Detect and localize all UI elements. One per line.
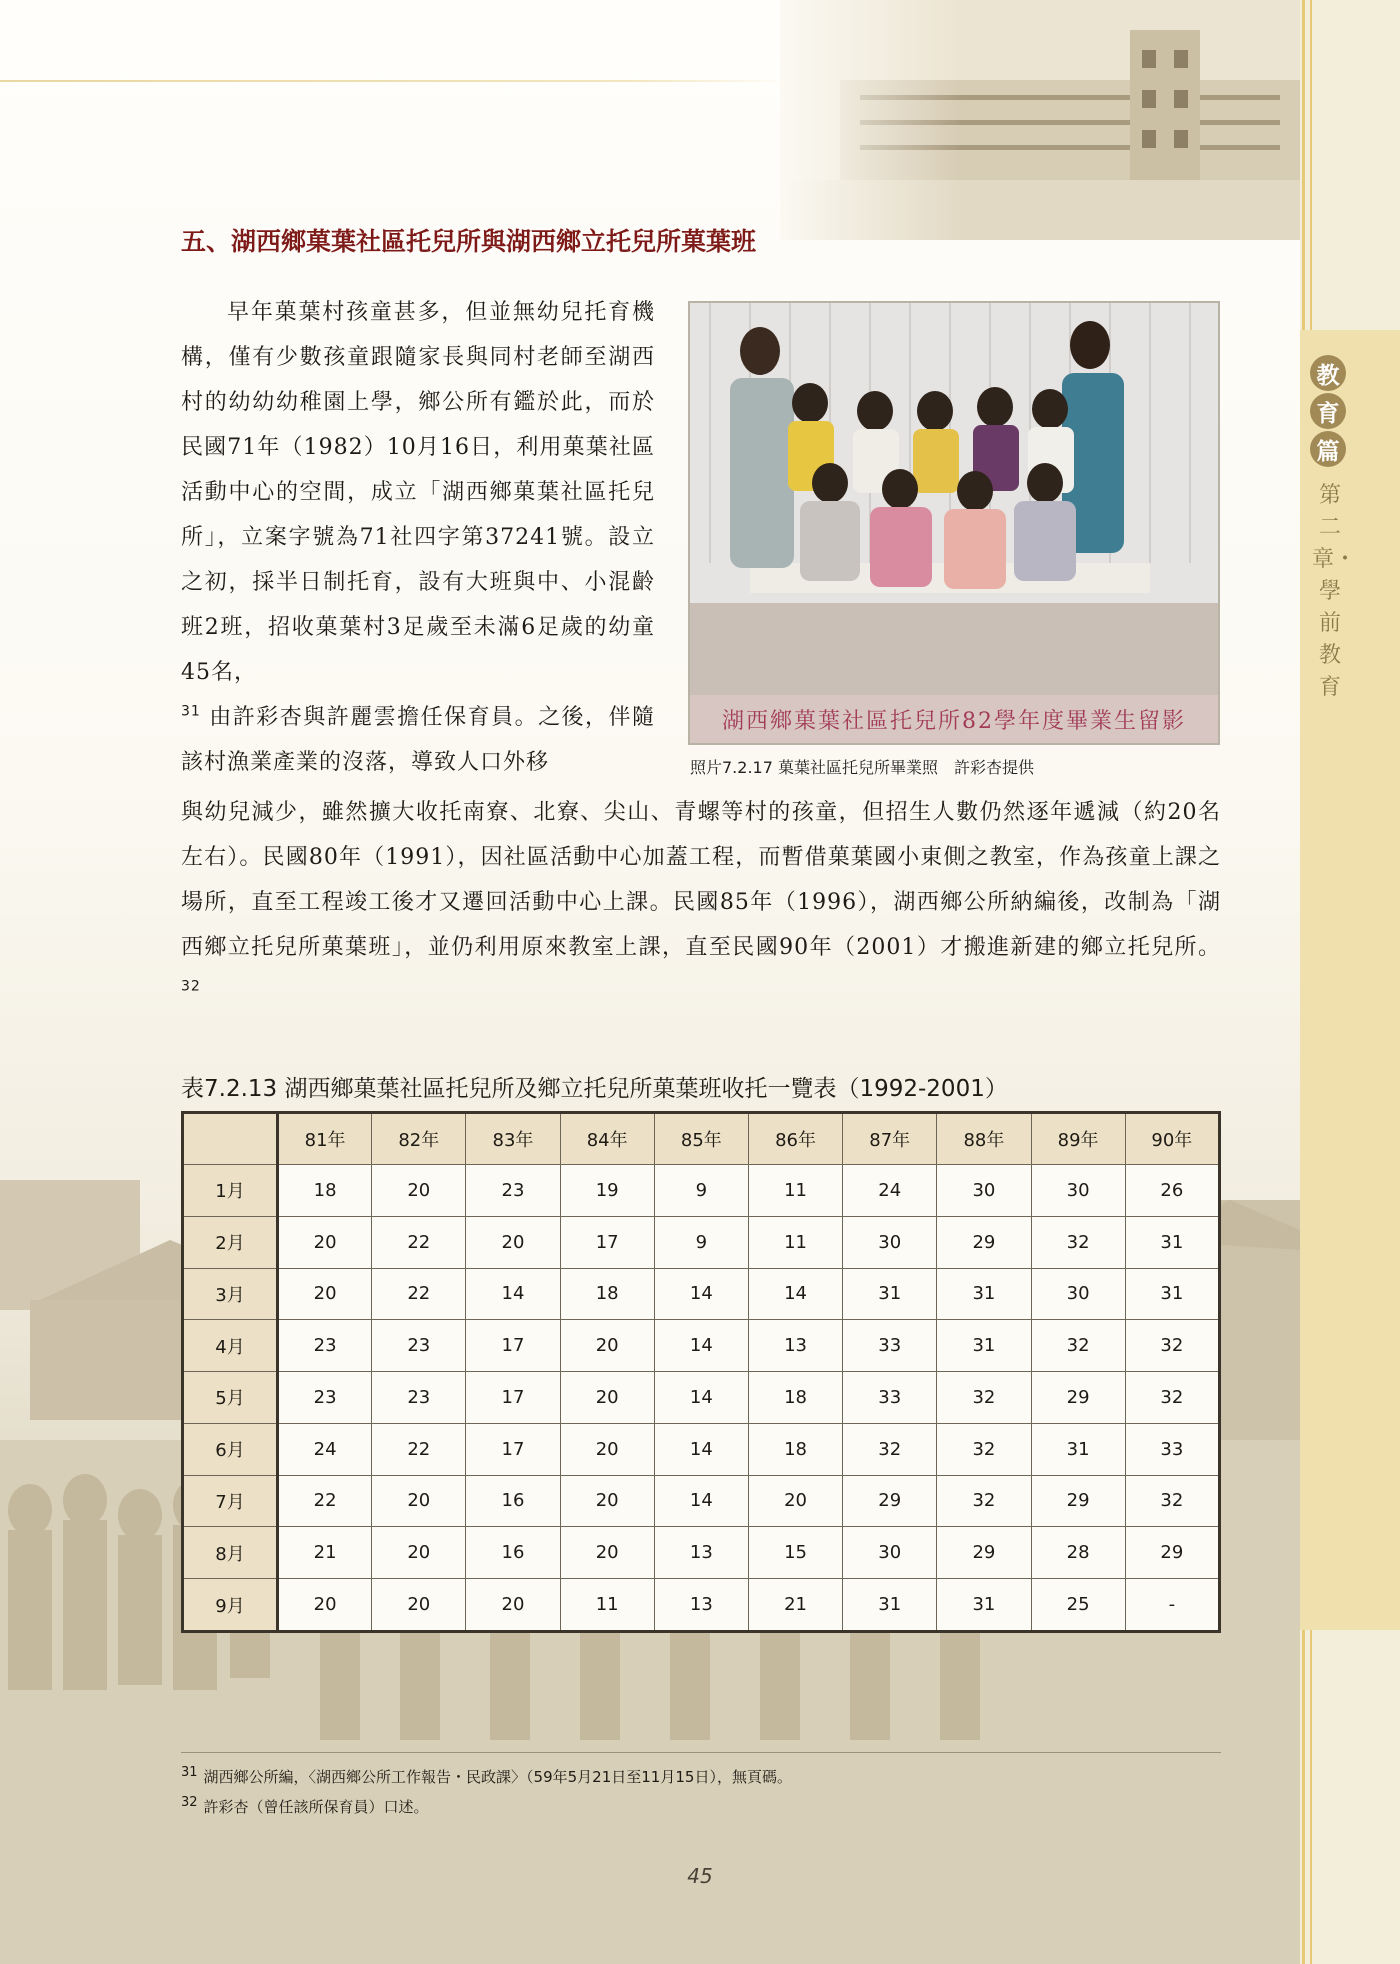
table-cell: 32 (937, 1475, 1031, 1527)
table-cell: 17 (466, 1423, 560, 1475)
table-cell: 18 (560, 1268, 654, 1320)
table-cell: 20 (560, 1320, 654, 1372)
table-row (183, 1268, 1220, 1320)
table-cell: 29 (1031, 1372, 1125, 1424)
section-title: 五、湖西鄉菓葉社區托兒所與湖西鄉立托兒所菓葉班 (181, 227, 757, 256)
table-cell: 18 (748, 1372, 842, 1424)
body-text-2: 由許彩杏與許麗雲擔任保育員。之後，伴隨該村漁業產業的沒落，導致人口外移 (181, 705, 655, 775)
table-cell: 20 (372, 1579, 466, 1632)
table-cell: 11 (748, 1165, 842, 1217)
table-cell: 32 (1031, 1216, 1125, 1268)
table-cell: 30 (1031, 1268, 1125, 1320)
column-header: 84年 (560, 1113, 654, 1165)
table-cell: - (1125, 1579, 1219, 1632)
table-cell: 9 (654, 1165, 748, 1217)
table-cell: 20 (372, 1165, 466, 1217)
header-rule (0, 80, 790, 82)
part-char-1: 教 (1310, 355, 1346, 391)
footnote-number: 31 (181, 1765, 198, 1780)
chapter-title: 第二章・學前教育 (1312, 483, 1357, 700)
header-school-building-photo (780, 0, 1300, 240)
graduation-photo (688, 301, 1220, 745)
table-cell: 24 (843, 1165, 937, 1217)
table-cell: 14 (654, 1423, 748, 1475)
table-cell: 31 (1125, 1216, 1219, 1268)
table-cell: 14 (654, 1320, 748, 1372)
footnote-text: 許彩杏（曾任該所保育員）口述。 (203, 1798, 429, 1816)
table-cell: 31 (1125, 1268, 1219, 1320)
part-title (1310, 355, 1350, 469)
row-header: 3月 (183, 1268, 278, 1320)
column-header: 89年 (1031, 1113, 1125, 1165)
table-cell: 28 (1031, 1527, 1125, 1579)
photo-caption: 照片7.2.17 菓葉社區托兒所畢業照 許彩杏提供 (690, 758, 1034, 777)
table-cell: 17 (560, 1216, 654, 1268)
table-cell: 13 (654, 1579, 748, 1632)
table-cell: 14 (654, 1372, 748, 1424)
part-char-3: 篇 (1310, 431, 1346, 467)
table-cell: 13 (748, 1320, 842, 1372)
table-row (183, 1423, 1220, 1475)
table-cell: 31 (937, 1320, 1031, 1372)
table-cell: 20 (372, 1527, 466, 1579)
footnote-31 (181, 1762, 1221, 1792)
footnote-divider (181, 1752, 1221, 1753)
table-cell: 23 (278, 1372, 372, 1424)
column-header: 90年 (1125, 1113, 1219, 1165)
table-cell: 14 (654, 1268, 748, 1320)
table-cell: 20 (466, 1579, 560, 1632)
table-row (183, 1320, 1220, 1372)
table-cell: 32 (1125, 1320, 1219, 1372)
table-cell: 24 (278, 1423, 372, 1475)
graduation-photo-image (690, 303, 1218, 695)
table-cell: 32 (937, 1372, 1031, 1424)
photo-inset-caption: 湖西鄉菓葉社區托兒所82學年度畢業生留影 (690, 695, 1218, 743)
table-cell: 22 (372, 1423, 466, 1475)
column-header: 88年 (937, 1113, 1031, 1165)
row-header: 4月 (183, 1320, 278, 1372)
table-body (183, 1165, 1220, 1632)
row-header: 2月 (183, 1216, 278, 1268)
row-header: 5月 (183, 1372, 278, 1424)
table-cell: 33 (1125, 1423, 1219, 1475)
table-cell: 32 (1031, 1320, 1125, 1372)
table-cell: 31 (1031, 1423, 1125, 1475)
table-cell: 9 (654, 1216, 748, 1268)
table-cell: 20 (560, 1423, 654, 1475)
column-header: 82年 (372, 1113, 466, 1165)
table-cell: 20 (560, 1372, 654, 1424)
page-number: 45 (687, 1864, 713, 1888)
table-cell: 33 (843, 1372, 937, 1424)
column-header: 87年 (843, 1113, 937, 1165)
table-cell: 26 (1125, 1165, 1219, 1217)
table-cell: 29 (1125, 1527, 1219, 1579)
part-char-2: 育 (1310, 393, 1346, 429)
body-text-1: 早年菓葉村孩童甚多，但並無幼兒托育機構，僅有少數孩童跟隨家長與同村老師至湖西村的幼幼幼稚園上學，鄉公所有鑑於此，而於民國71年（1982）10月16日，利用菓葉社區活動中心的空間，成立「湖西鄉菓葉社區托兒所」，立案字號為71社四字第37241號。設立之初，採半日制托育，設有大班與中、小混齡班2班，招收菓葉村3足歲至未滿6足歲的幼童45名， (181, 300, 655, 685)
table-cell: 32 (1125, 1372, 1219, 1424)
table-cell: 23 (372, 1372, 466, 1424)
column-header: 83年 (466, 1113, 560, 1165)
table-cell: 18 (748, 1423, 842, 1475)
table-cell: 21 (748, 1579, 842, 1632)
table-cell: 30 (1031, 1165, 1125, 1217)
footnotes (181, 1762, 1221, 1822)
row-header: 8月 (183, 1527, 278, 1579)
footnote-ref-31: 31 (181, 703, 201, 720)
table-cell: 32 (937, 1423, 1031, 1475)
table-cell: 22 (372, 1268, 466, 1320)
row-header: 7月 (183, 1475, 278, 1527)
row-header: 6月 (183, 1423, 278, 1475)
column-header: 85年 (654, 1113, 748, 1165)
body-paragraph-bottom (181, 790, 1221, 1015)
row-header: 9月 (183, 1579, 278, 1632)
column-header: 81年 (278, 1113, 372, 1165)
body-paragraph-top (181, 290, 655, 785)
table-cell: 22 (278, 1475, 372, 1527)
table-cell: 21 (278, 1527, 372, 1579)
table-cell: 16 (466, 1475, 560, 1527)
table-cell: 32 (843, 1423, 937, 1475)
table-cell: 15 (748, 1527, 842, 1579)
table-cell: 13 (654, 1527, 748, 1579)
table-cell: 23 (372, 1320, 466, 1372)
table-cell: 30 (843, 1527, 937, 1579)
table-cell: 17 (466, 1372, 560, 1424)
table-title: 表7.2.13 湖西鄉菓葉社區托兒所及鄉立托兒所菓葉班收托一覽表（1992-2001） (181, 1076, 1008, 1102)
table-cell: 20 (560, 1527, 654, 1579)
table-cell: 14 (654, 1475, 748, 1527)
table-cell: 23 (466, 1165, 560, 1217)
table-cell: 25 (1031, 1579, 1125, 1632)
table-cell: 31 (937, 1579, 1031, 1632)
footnote-32 (181, 1792, 1221, 1822)
table-cell: 30 (937, 1165, 1031, 1217)
table-corner-cell (183, 1113, 278, 1165)
table-cell: 11 (560, 1579, 654, 1632)
table-cell: 11 (748, 1216, 842, 1268)
footnote-text: 湖西鄉公所編，〈湖西鄉公所工作報告・民政課〉（59年5月21日至11月15日），無頁碼。 (203, 1768, 792, 1786)
table-row (183, 1579, 1220, 1632)
table-cell: 14 (466, 1268, 560, 1320)
table-cell: 22 (372, 1216, 466, 1268)
table-cell: 19 (560, 1165, 654, 1217)
table-cell: 20 (748, 1475, 842, 1527)
table-cell: 29 (843, 1475, 937, 1527)
table-cell: 31 (843, 1579, 937, 1632)
table-cell: 29 (937, 1527, 1031, 1579)
table-cell: 14 (748, 1268, 842, 1320)
footnote-ref-32: 32 (181, 978, 201, 995)
row-header: 1月 (183, 1165, 278, 1217)
table-cell: 17 (466, 1320, 560, 1372)
table-cell: 31 (937, 1268, 1031, 1320)
table-cell: 30 (843, 1216, 937, 1268)
table-cell: 20 (560, 1475, 654, 1527)
table-cell: 20 (466, 1216, 560, 1268)
table-cell: 32 (1125, 1475, 1219, 1527)
table-cell: 20 (278, 1268, 372, 1320)
table-cell: 20 (278, 1579, 372, 1632)
table-row (183, 1475, 1220, 1527)
paragraph-indent (181, 300, 227, 325)
table-row (183, 1165, 1220, 1217)
table-cell: 16 (466, 1527, 560, 1579)
table-cell: 29 (937, 1216, 1031, 1268)
table-cell: 29 (1031, 1475, 1125, 1527)
table-cell: 23 (278, 1320, 372, 1372)
table-header-row (183, 1113, 1220, 1165)
column-header: 86年 (748, 1113, 842, 1165)
table-cell: 33 (843, 1320, 937, 1372)
table-cell: 31 (843, 1268, 937, 1320)
table-row (183, 1527, 1220, 1579)
enrollment-table (181, 1111, 1221, 1633)
footnote-number: 32 (181, 1795, 198, 1810)
table-cell: 20 (372, 1475, 466, 1527)
table-cell: 18 (278, 1165, 372, 1217)
table-row (183, 1216, 1220, 1268)
body-text-3: 與幼兒減少，雖然擴大收托南寮、北寮、尖山、青螺等村的孩童，但招生人數仍然逐年遞減（約20名左右）。民國80年（1991），因社區活動中心加蓋工程，而暫借菓葉國小東側之教室，作為孩童上課之場所，直至工程竣工後才又遷回活動中心上課。民國85年（1996），湖西鄉公所納編後，改制為「湖西鄉立托兒所菓葉班」，並仍利用原來教室上課，直至民國90年（2001）才搬進新建的鄉立托兒所。 (181, 800, 1221, 960)
table-cell: 20 (278, 1216, 372, 1268)
table-row (183, 1372, 1220, 1424)
